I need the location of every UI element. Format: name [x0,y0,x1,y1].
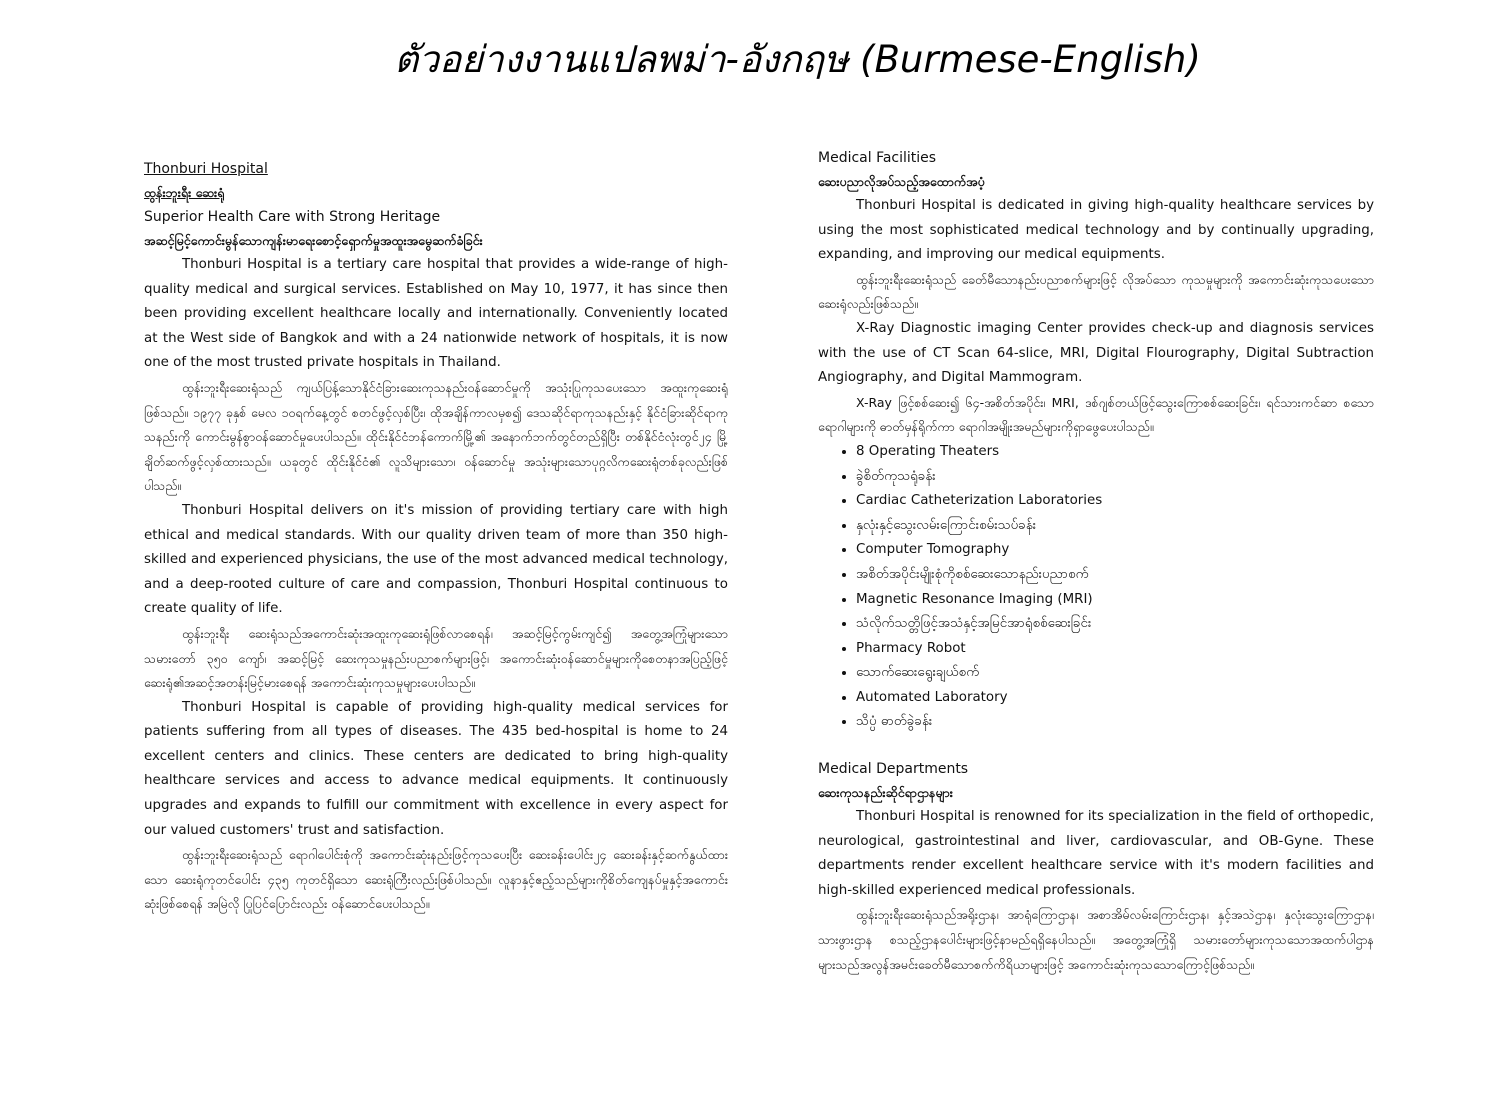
list-item: • အစိတ်အပိုင်းမျိုးစုံကိုစစ်ဆေးသောနည်းပညာစက် [856,563,1374,588]
intro-paragraph: Thonburi Hospital is a tertiary care hospital that provides a wide-range of high-quality medical and surgical services. Established on May 10, 1977, it has since then been providing excellent healthcare locally and internationally. Conveniently located at the West side of Bangkok and with a 24 nationwide network of hospitals, it is now one of the most trusted private hospitals in Thailand. [144,257,728,371]
list-item: • Pharmacy Robot [856,637,1374,662]
xray-paragraph-burmese: X-Ray ဖြင့်စစ်ဆေး၍ ၆၄-အစိတ်အပိုင်း၊ MRI, ဒစ်ဂျစ်တယ်ဖြင့်သွေးကြောစစ်ဆေးခြင်း၊ ရင်သားကင်ဆာ စသောရောဂါများကို ဓာတ်မှန်ရိုက်ကာ ရောဂါအမျိုးအမည်များကိုရှာဖွေပေးပါသည်။ [818,394,1374,435]
list-item: • သံလိုက်သတ္တိဖြင့်အသံနှင့်အမြင်အာရုံစစ်ဆေးခြင်း [856,612,1374,637]
slogan: Superior Health Care with Strong Heritage [144,209,441,225]
facilities-heading-burmese: ဆေးပညာလိုအပ်သည့်အထောက်အပံ့ [818,174,985,189]
departments-paragraph-burmese: ထွန်းဘူးရီးဆေးရုံသည်အရိုးဌာန၊ အာရုံကြောဌာန၊ အစာအိမ်လမ်းကြောင်းဌာန၊ နှင့်အသဲဌာန၊ နှလုံးသွေးကြောဌာန၊ သားဖွားဌာန စသည့်ဌာနပေါင်းများဖြင့်နာမည်ရရှိနေပါသည်။ အတွေ့အကြုံရှိ သမားတော်များကုသသောအထက်ပါဌာနများသည်အလွန်အမင်းခေတ်မီသောစက်ကိရိယာများဖြင့် အကောင်းဆုံးကုသသောကြောင့်ဖြစ်သည်။ [818,907,1374,972]
list-item: • Automated Laboratory [856,686,1374,711]
hospital-name: Thonburi Hospital [144,161,268,177]
list-item: • နှလုံးနှင့်သွေးလမ်းကြောင်းစမ်းသပ်ခန်း [856,514,1374,539]
list-item: • Cardiac Catheterization Laboratories [856,489,1374,514]
mission-paragraph: Thonburi Hospital delivers on it's mission of providing tertiary care with high ethical and medical standards. With our quality driven team of more than 350 high-skilled and experienced physicians, the use of the most advanced medical technology, and a deep-rooted culture of care and compassion, Thonburi Hospital continuous to create quality of life. [144,502,728,617]
hospital-name-burmese: ထွန်းဘူးရီး ဆေးရုံ [144,185,225,200]
departments-heading: Medical Departments [818,761,969,778]
facilities-heading: Medical Facilities [818,150,937,166]
departments-paragraph: Thonburi Hospital is renowned for its specialization in the field of orthopedic, neurological, gastrointestinal and liver, cardiovascular, and OB-Gyne. These departments render excellent healthcare service with it's modern facilities and high-skilled experienced medical professionals. [818,809,1374,898]
page-title: ตัวอย่างงานแปลพม่า-อังกฤษ (Burmese-English) [394,38,1201,81]
slogan-burmese: အဆင့်မြင့်ကောင်းမွန်သောကျန်းမာရေးစောင့်ရှောက်မှုအထူးအမွေဆက်ခံခြင်း [144,233,483,248]
intro-paragraph-burmese: ထွန်းဘူးရီးဆေးရုံသည် ကျယ်ပြန့်သောနိုင်ငံခြားဆေးကုသနည်းဝန်ဆောင်မှုကို အသုံးပြုကုသပေးသော အထူးကုဆေးရုံဖြစ်သည်။ ၁၉၇၇ ခုနှစ် မေလ ၁၀ရက်နေ့တွင် စတင်ဖွင့်လှစ်ပြီး၊ ထိုအချိန်ကာလမှစ၍ ဒေသဆိုင်ရာကုသနည်းနှင့် နိုင်ငံခြားဆိုင်ရာကုသနည်းကို ကောင်းမွန်စွာဝန်ဆောင်မှုပေးပါသည်။ ထိုင်းနိုင်ငံဘန်ကောက်မြို့၏ အနောက်ဘက်တွင်တည်ရှိပြီး တစ်နိုင်ငံလုံးတွင်၂၄ မြို့ချိတ်ဆက်ဖွင့်လှစ်ထားသည်။ ယခုတွင် ထိုင်းနိုင်ငံ၏ လူသိများသော၊ ဝန်ဆောင်မှု အသုံးများသောပုဂ္ဂလိကဆေးရုံတစ်ခုလည်းဖြစ်ပါသည်။ [144,379,728,494]
facilities-list [818,440,1374,735]
facilities-paragraph: Thonburi Hospital is dedicated in giving high-quality healthcare services by using the most sophisticated medical technology and by continually upgrading, expanding, and improving our medical equipments. [818,198,1374,263]
list-item: • သိပ္ပံ ဓာတ်ခွဲခန်း [856,710,1374,735]
list-item: • ခွဲစိတ်ကုသရုံခန်း [856,465,1374,490]
mission-paragraph-burmese: ထွန်းဘူးရီး ဆေးရုံသည်အကောင်းဆုံးအထူးကုဆေးရုံဖြစ်လာစေရန်၊ အဆင့်မြင့်ကွမ်းကျင်၍ အတွေ့အကြုံများသောသမားတော် ၃၅၀ ကျော်၊ အဆင့်မြင့် ဆေးကုသမှုနည်းပညာစက်များဖြင့်၊ အကောင်းဆုံးဝန်ဆောင်မှုများကိုစေတနာအပြည့်ဖြင့် ဆေးရုံ၏အဆင့်အတန်းမြင့်မားစေရန် အကောင်းဆုံးကုသမှုများပေးပါသည်။ [144,625,728,691]
capability-paragraph-burmese: ထွန်းဘူးရီးဆေးရုံသည် ရောဂါပေါင်းစုံကို အကောင်းဆုံးနည်းဖြင့်ကုသပေးပြီး ဆေးခန်းပေါင်း၂၄ ဆေးခန်းနှင့်ဆက်နွယ်ထားသော ဆေးရုံကုတင်ပေါင်း ၄၃၅ ကုတင်ရှိသော ဆေးရုံကြီးလည်းဖြစ်ပါသည်။ လူနာနှင့်ဧည့်သည်များကိုစိတ်ကျေနပ်မှုနှင့်အကောင်းဆုံးဖြစ်စေရန် အမြဲလို ပြုပြင်ပြောင်းလည်း ဝန်ဆောင်ပေးပါသည်။ [144,847,728,912]
right-column [818,146,1374,977]
list-item: • 8 Operating Theaters [856,440,1374,465]
xray-paragraph: X-Ray Diagnostic imaging Center provides check-up and diagnosis services with the use of CT Scan 64-slice, MRI, Digital Flourography, Digital Subtraction Angiography, and Digital Mammogram. [818,320,1374,386]
facilities-paragraph-burmese: ထွန်းဘူးရီးဆေးရုံသည် ခေတ်မီသောနည်းပညာစက်များဖြင့် လိုအပ်သော ကုသမှုများကို အကောင်းဆုံးကုသပေးသောဆေးရုံလည်းဖြစ်သည်။ [818,271,1374,312]
left-column [144,157,728,917]
list-item: • Magnetic Resonance Imaging (MRI) [856,588,1374,613]
list-item: • သောက်ဆေးရွေးချယ်စက် [856,661,1374,686]
capability-paragraph: Thonburi Hospital is capable of providing high-quality medical services for patients suffering from all types of diseases. The 435 bed-hospital is home to 24 excellent centers and clinics. These centers are dedicated to bring high-quality healthcare services and access to advance medical equipments. It continuously upgrades and expands to fulfill our commitment with excellence in every aspect for our valued customers' trust and satisfaction. [144,699,728,838]
departments-heading-burmese: ဆေးကုသနည်းဆိုင်ရာဌာနများ [818,785,953,801]
list-item: • Computer Tomography [856,538,1374,563]
